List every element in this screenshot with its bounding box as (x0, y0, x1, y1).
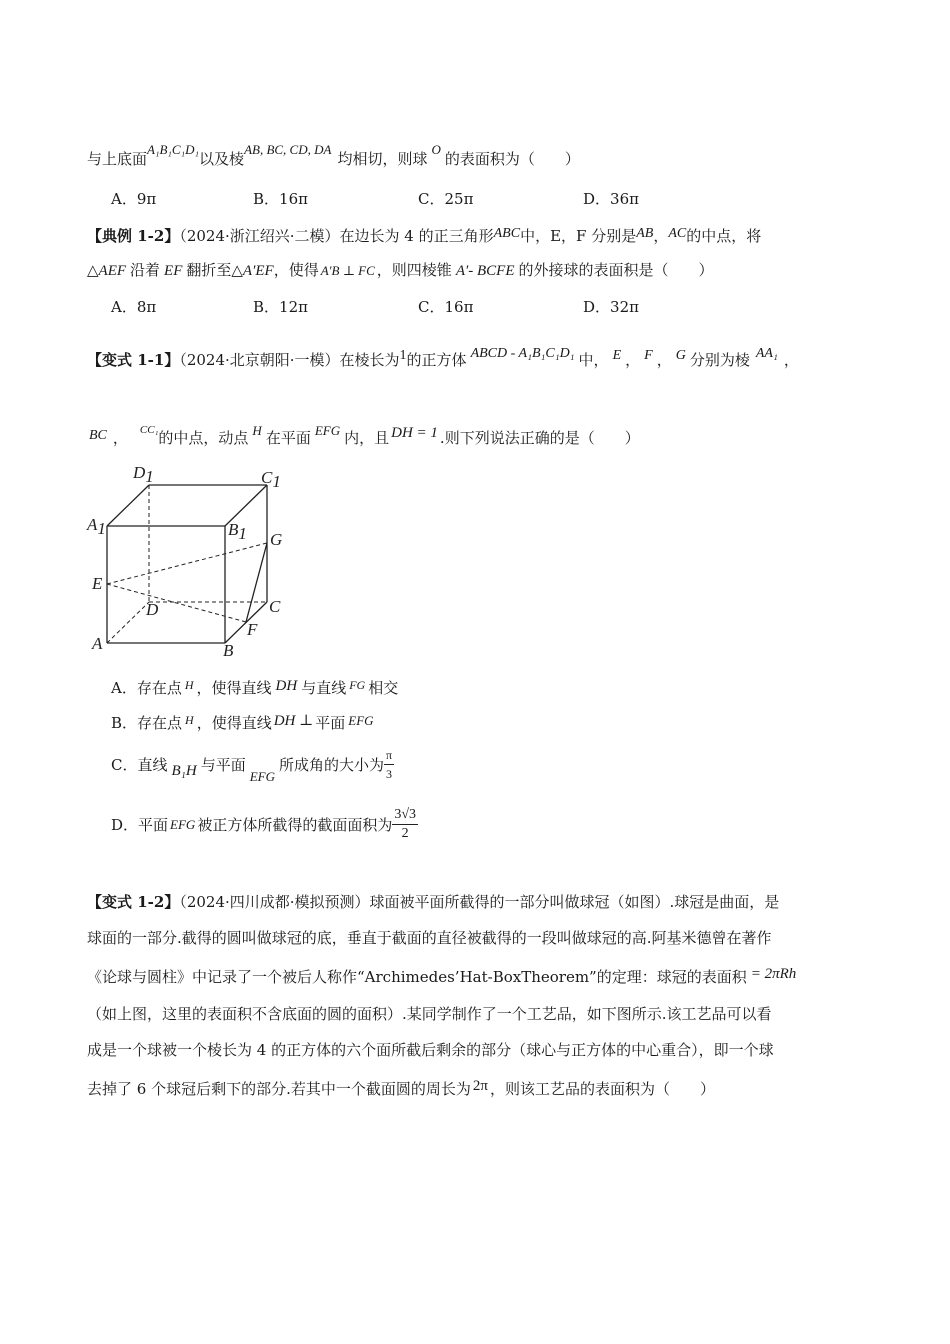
math: △A′EF (231, 263, 274, 279)
text: 相交 (368, 679, 399, 697)
fraction-3sqrt3-over-2 (392, 806, 418, 843)
text: 以及棱 (199, 150, 245, 168)
label-b1: B1 (228, 520, 247, 543)
option-b[interactable] (111, 711, 374, 733)
hidden-edge-a-d (107, 602, 149, 643)
text: 在平面 (265, 429, 311, 447)
variant-1-1-line-1 (87, 344, 799, 370)
label-e: E (92, 574, 103, 593)
label-d1: D1 (133, 463, 154, 486)
question-top-line (87, 140, 580, 169)
math: ABCD - A₁B₁C₁D₁ (470, 346, 575, 361)
math-edges: AB, BC, CD, DA (244, 142, 332, 157)
label-b: B (223, 641, 234, 660)
text: ， (656, 351, 672, 369)
option-b[interactable]: B．16π (253, 190, 308, 208)
option-a[interactable]: A．8π (111, 298, 157, 316)
text: 与平面 (200, 756, 246, 774)
text: 沿着 (130, 261, 161, 279)
math: A′- BCFE (455, 263, 515, 279)
math: H (252, 423, 262, 438)
label-a: A (92, 634, 103, 653)
math: AB (636, 226, 654, 241)
text: ，使得 (273, 261, 319, 279)
text: 翻折至 (186, 261, 232, 279)
text: C．直线 (111, 756, 168, 774)
text: ，使得直线 (196, 679, 272, 697)
math: EFG (348, 713, 374, 728)
text: .则下列说法正确的是（ ） (439, 429, 640, 447)
text: 与直线 (301, 679, 347, 697)
variant-1-2-line-1 (87, 892, 779, 912)
math: EF (164, 263, 183, 279)
math: 1 (399, 348, 407, 363)
variant-label: 【变式 1-1】 (87, 351, 180, 369)
text: 的外接球的表面积是（ ） (518, 261, 714, 279)
variant-label: 【变式 1-2】 (87, 893, 180, 911)
option-a[interactable] (111, 677, 398, 698)
text: A．存在点 (111, 679, 182, 697)
math-sphere-o: O (431, 142, 441, 157)
denominator: 2 (401, 826, 409, 841)
label-f: F (247, 620, 258, 639)
option-d[interactable]: D．36π (583, 190, 639, 208)
math: = 2πRh (750, 966, 797, 982)
section-e-g (107, 543, 267, 584)
math: △AEF (87, 263, 127, 279)
example-label: 【典例 1-2】 (87, 227, 180, 245)
text: D．平面 (111, 816, 169, 834)
variant-1-2-line-5: 成是一个球被一个棱长为 4 的正方体的六个面所截后剩余的部分（球心与正方体的中心重合），即一个球 (87, 1041, 774, 1059)
math: H (184, 678, 194, 692)
math: EFG (170, 816, 196, 832)
math: FG (349, 678, 366, 692)
variant-1-2-line-4: （如上图，这里的表面积不含底面的圆的面积）.某同学制作了一个工艺品，如下图所示.该工艺品可以看 (87, 1005, 772, 1023)
text: 的表面积为（ ） (444, 150, 580, 168)
label-c1: C1 (261, 468, 281, 491)
math: E (612, 348, 622, 363)
math: F (644, 348, 653, 363)
section-f-g (246, 543, 267, 622)
text: 去掉了 6 个球冠后剩下的部分.若其中一个截面圆的周长为 (87, 1080, 471, 1098)
variant-1-1-line-2 (89, 420, 640, 448)
math: H (185, 713, 194, 727)
text: （2024·四川成都·模拟预测）球面被平面所截得的一部分叫做球冠（如图）.球冠是曲面，是 (179, 893, 780, 911)
label-c: C (269, 597, 281, 616)
text: 的中点，将 (686, 227, 762, 245)
option-b[interactable]: B．12π (253, 298, 308, 316)
math: CC₁ (139, 424, 159, 436)
math: B₁H (171, 762, 197, 779)
variant-1-2-line-3 (87, 964, 796, 987)
option-a[interactable]: A．9π (111, 190, 157, 208)
text: ，则四棱锥 (376, 261, 452, 279)
text: 平面 (315, 714, 346, 732)
option-d[interactable] (111, 806, 418, 843)
text: 中，E，F 分别是 (520, 227, 637, 245)
math: EFG (249, 768, 275, 784)
edge-b-c (225, 602, 267, 643)
text: 《论球与圆柱》中记录了一个被后人称作“Archimedes’Hat-BoxTheorem”的定理：球冠的表面积 (87, 968, 747, 986)
label-g: G (270, 530, 283, 549)
math: 2π (472, 1078, 488, 1094)
option-c[interactable]: C．16π (418, 298, 474, 316)
cube-figure (85, 455, 295, 665)
fraction-pi-over-3 (384, 746, 394, 783)
label-a1: A1 (87, 515, 106, 538)
text: 所成角的大小为 (279, 756, 385, 774)
text: （2024·浙江绍兴·二模）在边长为 4 的正三角形 (179, 227, 494, 245)
text: 的正方体 (406, 351, 467, 369)
text: ， (653, 227, 669, 245)
edge-a1-d1 (107, 485, 149, 526)
label-d: D (146, 600, 159, 619)
math: AC (668, 226, 687, 241)
text: 中， (578, 351, 609, 369)
text: （2024·北京朝阳·一模）在棱长为 (179, 351, 400, 369)
math: AA₁ (755, 346, 778, 361)
option-c[interactable] (111, 746, 394, 785)
variant-1-2-line-6 (87, 1076, 715, 1099)
variant-1-2-line-2: 球面的一部分.截得的圆叫做球冠的底，垂直于截面的直径被截得的一段叫做球冠的高.阿基米德曾在著作 (87, 929, 772, 947)
math: A′B ⊥ FC (320, 263, 375, 278)
example-1-2-line-2 (87, 260, 714, 281)
text: 的中点，动点 (158, 429, 249, 447)
text: ， (112, 429, 128, 447)
math: DH = 1 (391, 425, 438, 441)
text: ，使得直线 (196, 714, 272, 732)
math: DH ⊥ (273, 713, 314, 729)
text: ，则该工艺品的表面积为（ ） (489, 1080, 715, 1098)
option-d[interactable]: D．32π (583, 298, 639, 316)
text: 分别为棱 (689, 351, 750, 369)
math: EFG (314, 423, 341, 438)
text: B．存在点 (111, 714, 183, 732)
option-c[interactable]: C．25π (418, 190, 474, 208)
math: DH (275, 678, 298, 694)
text: ， (783, 351, 799, 369)
text: 均相切，则球 (337, 150, 428, 168)
text: 被正方体所截得的截面面积为 (197, 816, 393, 834)
math: BC (89, 428, 107, 443)
text: 内，且 (344, 429, 390, 447)
text: ， (625, 351, 641, 369)
text: 与上底面 (87, 150, 148, 168)
math-top-face: A₁B₁C₁D₁ (147, 142, 200, 157)
example-1-2-line-1 (87, 224, 761, 246)
math: G (675, 348, 686, 363)
numerator: π (384, 746, 394, 765)
numerator: 3√3 (392, 806, 418, 825)
math: ABC (493, 226, 521, 241)
denominator: 3 (386, 767, 393, 781)
